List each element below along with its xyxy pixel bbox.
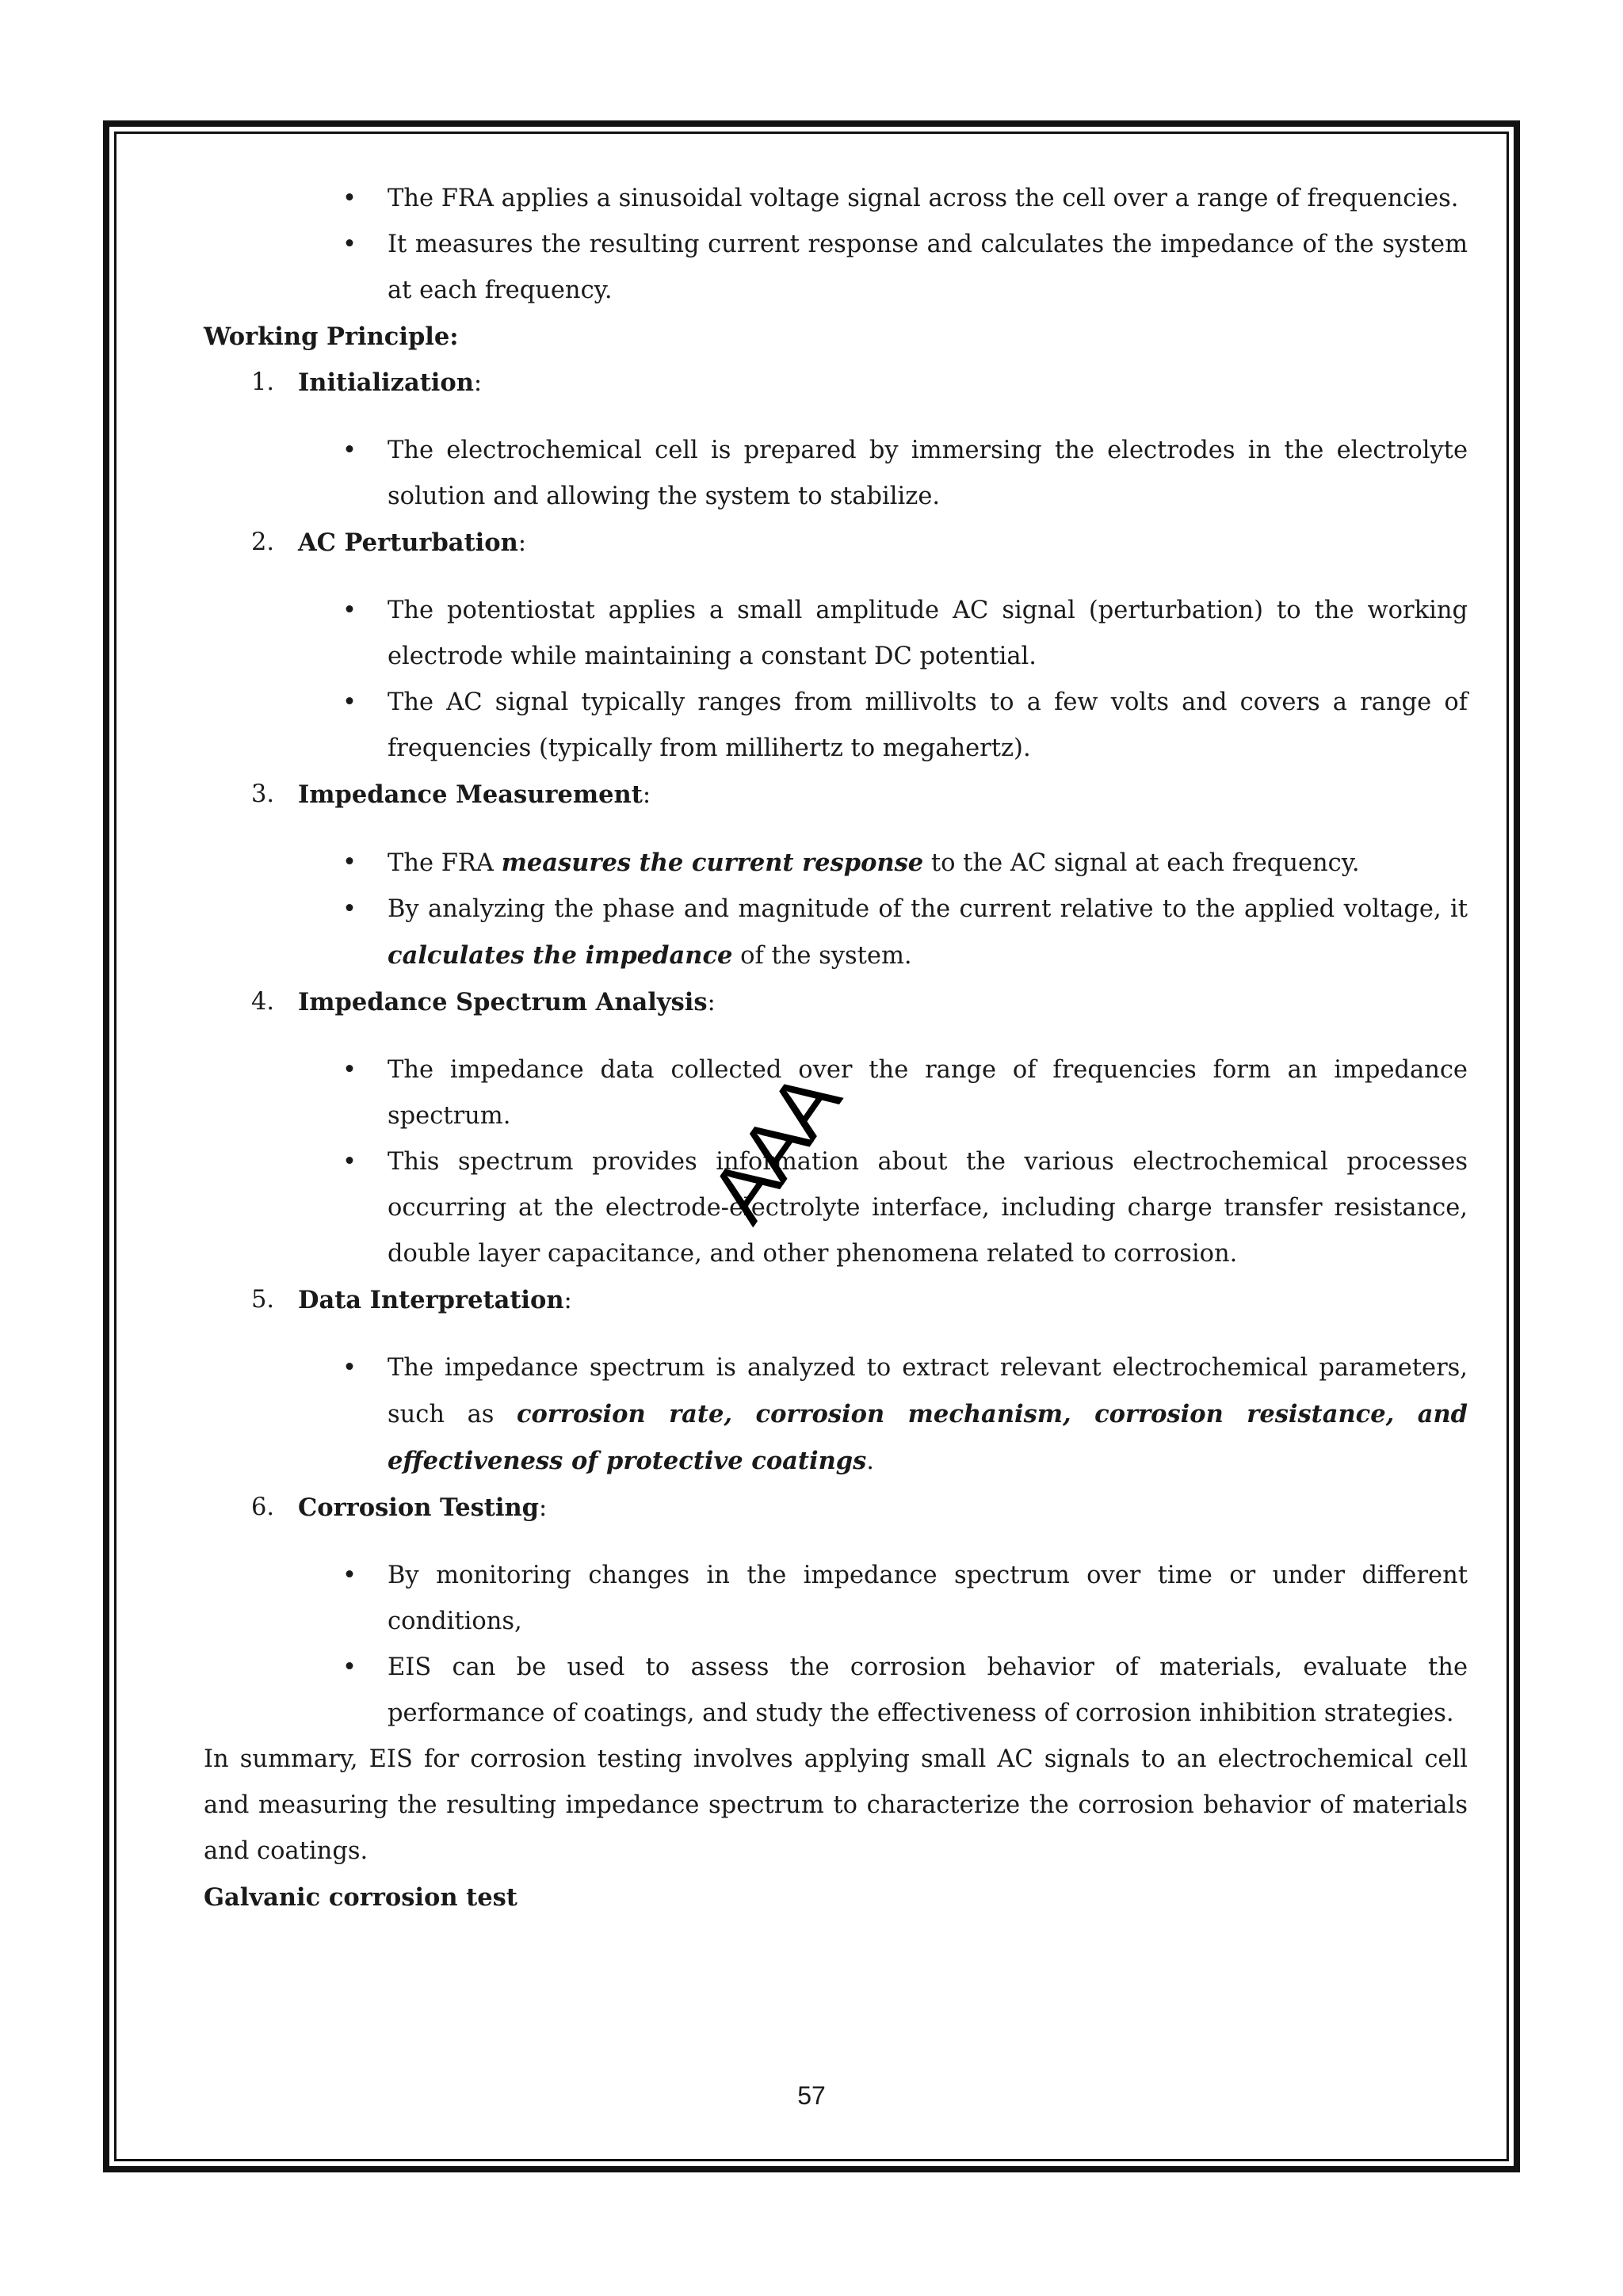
step-bullet: • This spectrum provides information about the various electrochemical processes occurring at the electrode-electrolyte interface, including charge transfer resistance, double layer capacitance, and other phenomena related to corrosion. bbox=[204, 1139, 1468, 1277]
section-heading: Galvanic corrosion test bbox=[204, 1883, 517, 1912]
step-title: Data Interpretation bbox=[298, 1286, 564, 1314]
step-number: 2. bbox=[251, 528, 275, 556]
step-colon: : bbox=[642, 781, 651, 809]
step-bullet bbox=[204, 1345, 1468, 1485]
step-colon: : bbox=[473, 369, 483, 397]
step-bullet bbox=[204, 840, 1468, 887]
step-colon: : bbox=[517, 529, 527, 557]
step-heading bbox=[204, 360, 1468, 406]
step-number: 1. bbox=[251, 368, 275, 396]
section-heading: Working Principle: bbox=[204, 322, 459, 351]
bullet-text: The impedance spectrum is analyzed to extract relevant electrochemical parameters, such as bbox=[388, 1354, 1468, 1428]
step-title: Initialization bbox=[298, 368, 474, 397]
step-bullet: • By monitoring changes in the impedance spectrum over time or under different conditions, bbox=[204, 1553, 1468, 1645]
page-number: 57 bbox=[797, 2081, 826, 2110]
step-bullet bbox=[204, 887, 1468, 979]
step-colon: : bbox=[538, 1494, 548, 1522]
summary-paragraph: In summary, EIS for corrosion testing involves applying small AC signals to an electrochemical cell and measuring the resulting impedance spectrum to characterize the corrosion behavior of materials and coatings. bbox=[204, 1745, 1468, 1865]
step-title: AC Perturbation bbox=[298, 528, 518, 557]
emphasis-text: calculates the impedance bbox=[388, 941, 733, 970]
step-bullet: • The AC signal typically ranges from millivolts to a few volts and covers a range of frequencies (typically from millihertz to megahertz). bbox=[204, 680, 1468, 772]
page-content bbox=[204, 176, 1468, 1920]
step-bullet: • EIS can be used to assess the corrosion behavior of materials, evaluate the performance of coatings, and study the effectiveness of corrosion inhibition strategies. bbox=[204, 1645, 1468, 1737]
step-number: 3. bbox=[251, 780, 275, 808]
step-heading bbox=[204, 520, 1468, 566]
step-colon: : bbox=[707, 989, 716, 1016]
intro-bullet: • It measures the resulting current response and calculates the impedance of the system at each frequency. bbox=[204, 222, 1468, 314]
bullet-text: of the system. bbox=[732, 942, 912, 970]
step-title: Corrosion Testing bbox=[298, 1493, 539, 1522]
bullet-text: to the AC signal at each frequency. bbox=[923, 849, 1360, 877]
step-bullet: • The impedance data collected over the range of frequencies form an impedance spectrum. bbox=[204, 1047, 1468, 1139]
step-number: 6. bbox=[251, 1493, 275, 1521]
step-colon: : bbox=[563, 1287, 572, 1314]
step-title: Impedance Measurement bbox=[298, 780, 643, 809]
intro-bullet: • The FRA applies a sinusoidal voltage signal across the cell over a range of frequencies. bbox=[204, 176, 1468, 222]
step-bullet: • The potentiostat applies a small amplitude AC signal (perturbation) to the working electrode while maintaining a constant DC potential. bbox=[204, 588, 1468, 680]
step-number: 4. bbox=[251, 988, 275, 1016]
step-bullet: • The electrochemical cell is prepared by immersing the electrodes in the electrolyte solution and allowing the system to stabilize. bbox=[204, 428, 1468, 520]
bullet-text: By analyzing the phase and magnitude of the current relative to the applied voltage, it bbox=[388, 895, 1468, 923]
watermark: AAA bbox=[692, 1058, 857, 1238]
step-heading bbox=[204, 979, 1468, 1026]
emphasis-text: corrosion rate, corrosion mechanism, corrosion resistance, and effectiveness of protective coatings bbox=[388, 1400, 1468, 1475]
bullet-text: . bbox=[866, 1447, 874, 1475]
step-heading bbox=[204, 1485, 1468, 1531]
emphasis-text: measures the current response bbox=[501, 849, 924, 877]
bullet-text: The FRA bbox=[388, 849, 502, 877]
step-heading bbox=[204, 772, 1468, 818]
step-title: Impedance Spectrum Analysis bbox=[298, 988, 708, 1016]
step-heading bbox=[204, 1277, 1468, 1324]
step-number: 5. bbox=[251, 1286, 275, 1314]
